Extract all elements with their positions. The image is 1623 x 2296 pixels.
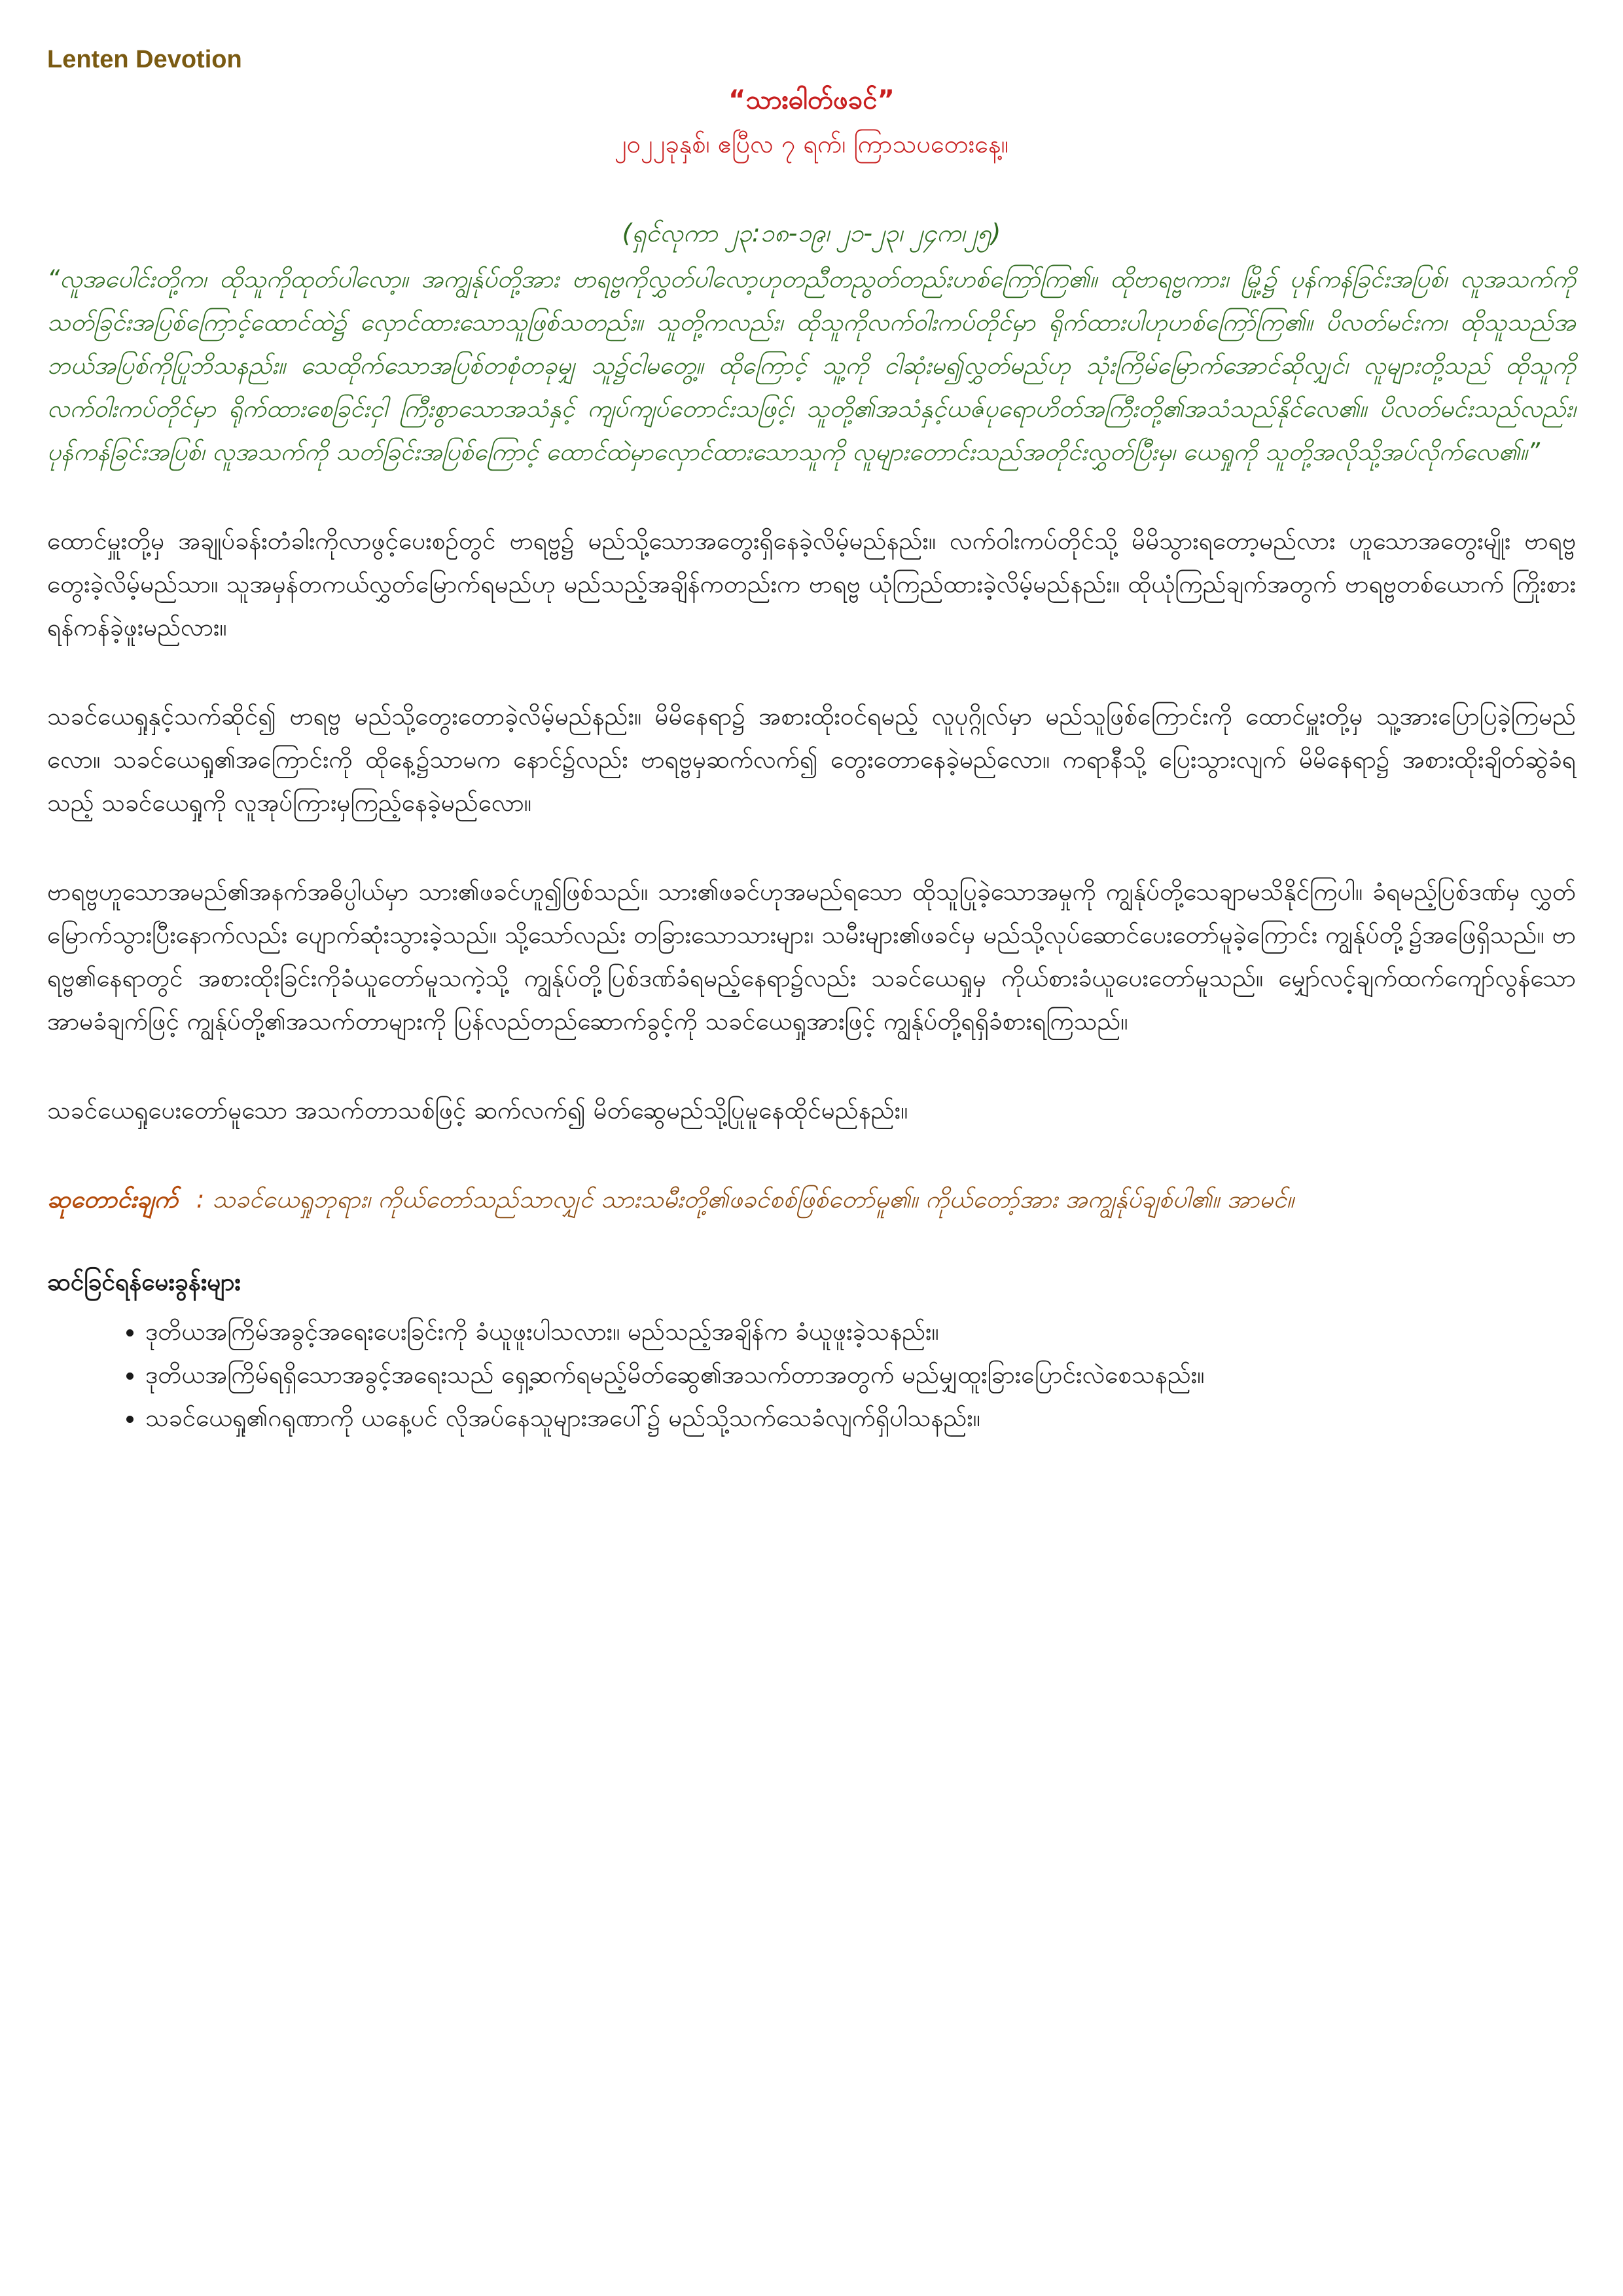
list-item: • ဒုတိယအကြိမ်ရရှိသောအခွင့်အရေးသည် ရှေ့ဆက်ရမည့်မိတ်ဆွေ၏အသက်တာအတွက် မည်မျှထူးခြားပြောင်းလဲစေသနည်း။ <box>145 1354 1576 1397</box>
questions-heading: ဆင်ခြင်ရန်မေးခွန်းများ <box>47 1268 241 1296</box>
body-paragraph-4: သခင်ယေရှုပေးတော်မူသော အသက်တာသစ်ဖြင့် ဆက်လက်၍ မိတ်ဆွေမည်သို့ပြုမူနေထိုင်မည်နည်း။ <box>47 1096 908 1124</box>
date-line: ၂၀၂၂ခုနှစ်၊ ဧပြီလ ၇ ရက်၊ ကြာသပတေးနေ့။ <box>614 130 1009 158</box>
prayer-separator: : <box>196 1185 205 1213</box>
prayer-block <box>47 1178 1576 1221</box>
list-item: • သခင်ယေရှု၏ဂရုဏာကို ယနေ့ပင် လိုအပ်နေသူများအပေါ်၌ မည်သို့သက်သေခံလျက်ရှိပါသနည်း။ <box>145 1397 1576 1440</box>
devotion-title: “သားဓါတ်ဖခင်” <box>728 85 895 115</box>
prayer-label: ဆုတောင်းချက် <box>47 1185 178 1213</box>
body-paragraph-3: ဗာရဗ္ဗဟူသောအမည်၏အနက်အဓိပ္ပါယ်မှာ သား၏ဖခင်ဟူ၍ဖြစ်သည်။ သား၏ဖခင်ဟုအမည်ရသော ထိုသူပြုခဲ့သောအမှုကို ကျွန်ုပ်တို့သေချာမသိနိုင်ကြပါ။ ခံရမည့်ပြစ်ဒဏ်မှ လွှတ်မြောက်သွားပြီးနောက်လည်း ပျောက်ဆုံးသွားခဲ့သည်။ သို့သော်လည်း တခြားသောသားများ၊ သမီးများ၏ဖခင်မှ မည်သို့လုပ်ဆောင်ပေးတော်မူခဲ့ကြောင်း ကျွန်ုပ်တို့၌အဖြေရှိသည်။ ဗာရဗ္ဗ၏နေရာတွင် အစားထိုးခြင်းကိုခံယူတော်မူသကဲ့သို့ ကျွန်ုပ်တို့ပြစ်ဒဏ်ခံရမည့်နေရာ၌လည်း သခင်ယေရှုမှ ကိုယ်စားခံယူပေးတော်မူသည်။ မျှော်လင့်ချက်ထက်ကျော်လွန်သောအာမခံချက်ဖြင့် ကျွန်ုပ်တို့၏အသက်တာများကို ပြန်လည်တည်ဆောက်ခွင့်ကို သခင်ယေရှုအားဖြင့် ကျွန်ုပ်တို့ရရှိခံစားရကြသည်။ <box>47 878 1576 1035</box>
devotion-page <box>47 46 1576 1440</box>
scripture-reference: (ရှင်လုကာ ၂၃:၁၈-၁၉၊ ၂၁-၂၃၊ ၂၄က၊၂၅) <box>622 219 1001 247</box>
questions-list <box>47 1310 1576 1440</box>
scripture-passage: “လူအပေါင်းတို့က၊ ထိုသူကိုထုတ်ပါလော့။ အကျွန်ုပ်တို့အား ဗာရဗ္ဗကိုလွှတ်ပါလော့ဟုတညီတညွတ်တည်းဟစ်ကြော်ကြ၏။ ထိုဗာရဗ္ဗကား၊ မြို့၌ ပုန်ကန်ခြင်းအပြစ်၊ လူအသက်ကို သတ်ခြင်းအပြစ်ကြောင့်ထောင်ထဲ၌ လှောင်ထားသောသူဖြစ်သတည်း။ သူတို့ကလည်း၊ ထိုသူကိုလက်ဝါးကပ်တိုင်မှာ ရိုက်ထားပါဟုဟစ်ကြော်ကြ၏။ ပိလတ်မင်းက၊ ထိုသူသည်အဘယ်အပြစ်ကိုပြုဘိသနည်း။ သေထိုက်သောအပြစ်တစုံတခုမျှ သူ၌ငါမတွေ့။ ထိုကြောင့် သူ့ကို ငါဆုံးမ၍လွှတ်မည်ဟု သုံးကြိမ်မြောက်အောင်ဆိုလျှင်၊ လူများတို့သည် ထိုသူကိုလက်ဝါးကပ်တိုင်မှာ ရိုက်ထားစေခြင်းငှါ ကြီးစွာသောအသံနှင့် ကျပ်ကျပ်တောင်းသဖြင့်၊ သူတို့၏အသံနှင့်ယဇ်ပုရောဟိတ်အကြီးတို့၏အသံသည်နိုင်လေ၏။ ပိလတ်မင်းသည်လည်း၊ ပုန်ကန်ခြင်းအပြစ်၊ လူအသက်ကို သတ်ခြင်းအပြစ်ကြောင့် ထောင်ထဲမှာလှောင်ထားသောသူကို လူများတောင်းသည်အတိုင်းလွှတ်ပြီးမှ၊ ယေရှုကို သူတို့အလိုသို့အပ်လိုက်လေ၏။” <box>47 265 1576 466</box>
body-paragraph-1: ထောင်မှူးတို့မှ အချုပ်ခန်းတံခါးကိုလာဖွင့်ပေးစဉ်တွင် ဗာရဗ္ဗ၌ မည်သို့သောအတွေးရှိနေခဲ့လိမ့်မည်နည်း။ လက်ဝါးကပ်တိုင်သို့ မိမိသွားရတော့မည်လား ဟူသောအတွေးမျိုး ဗာရဗ္ဗတွေးခဲ့လိမ့်မည်သာ။ သူအမှန်တကယ်လွှတ်မြောက်ရမည်ဟု မည်သည့်အချိန်ကတည်းက ဗာရဗ္ဗ ယုံကြည်ထားခဲ့လိမ့်မည်နည်း။ ထိုယုံကြည်ချက်အတွက် ဗာရဗ္ဗတစ်ယောက် ကြိုးစားရန်ကန်ခဲ့ဖူးမည်လား။ <box>47 527 1576 641</box>
list-item: • ဒုတိယအကြိမ်အခွင့်အရေးပေးခြင်းကို ခံယူဖူးပါသလား။ မည်သည့်အချိန်က ခံယူဖူးခဲ့သနည်း။ <box>145 1310 1576 1354</box>
body-paragraph-2: သခင်ယေရှုနှင့်သက်ဆိုင်၍ ဗာရဗ္ဗ မည်သို့တွေးတောခဲ့လိမ့်မည်နည်း။ မိမိနေရာ၌ အစားထိုးဝင်ရမည့် လူပုဂ္ဂိုလ်မှာ မည်သူဖြစ်ကြောင်းကို ထောင်မှူးတို့မှ သူ့အားပြောပြခဲ့ကြမည်လော။ သခင်ယေရှု၏အကြောင်းကို ထိုနေ့၌သာမက နောင်၌လည်း ဗာရဗ္ဗမှဆက်လက်၍ တွေးတောနေခဲ့မည်လော။ ကရာနီသို့ ပြေးသွားလျက် မိမိနေရာ၌ အစားထိုးချိတ်ဆွဲခံရသည့် သခင်ယေရှုကို လူအုပ်ကြားမှကြည့်နေခဲ့မည်လော။ <box>47 702 1576 817</box>
header-label: Lenten Devotion <box>47 46 242 73</box>
prayer-text: သခင်ယေရှုဘုရား၊ ကိုယ်တော်သည်သာလျှင် သားသမီးတို့၏ဖခင်စစ်ဖြစ်တော်မူ၏။ ကိုယ်တော့်အား အကျွန်ုပ်ချစ်ပါ၏။ အာမင်။ <box>212 1185 1294 1213</box>
